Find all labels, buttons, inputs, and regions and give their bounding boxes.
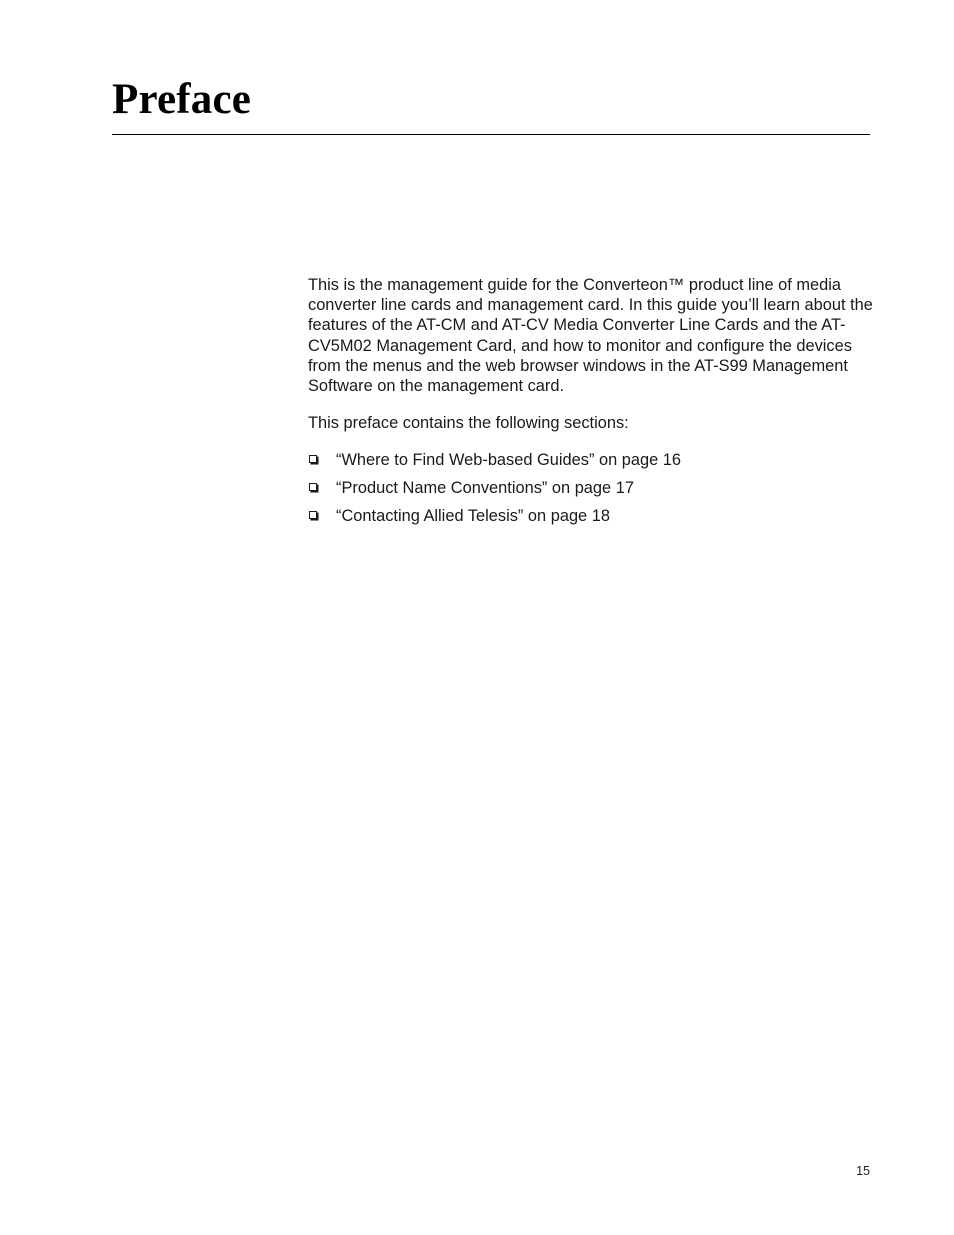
checkbox-bullet-icon xyxy=(309,455,317,463)
checkbox-bullet-icon xyxy=(309,511,317,519)
page-title: Preface xyxy=(112,76,252,123)
checkbox-bullet-icon xyxy=(309,483,317,491)
title-divider xyxy=(112,134,870,135)
list-item[interactable] xyxy=(308,450,874,478)
sections-list xyxy=(308,450,874,534)
section-link-text[interactable]: “Contacting Allied Telesis” on page 18 xyxy=(336,507,610,526)
sections-lead-paragraph: This preface contains the following sections: xyxy=(308,414,629,433)
list-item[interactable] xyxy=(308,506,874,534)
preface-body xyxy=(308,275,874,534)
intro-paragraph: This is the management guide for the Converteon™ product line of media converter line cards and management card. In this guide you’ll learn about the features of the AT-CM and AT-CV Media Converter Line Cards and the AT-CV5M02 Management Card, and how to monitor and configure the devices from the menus and the web browser windows in the AT-S99 Management Software on the management card. xyxy=(308,276,873,396)
section-link-text[interactable]: “Where to Find Web-based Guides” on page 16 xyxy=(336,451,682,470)
section-link-text[interactable]: “Product Name Conventions” on page 17 xyxy=(336,479,634,498)
page-number: 15 xyxy=(856,1164,870,1178)
list-item[interactable] xyxy=(308,478,874,506)
